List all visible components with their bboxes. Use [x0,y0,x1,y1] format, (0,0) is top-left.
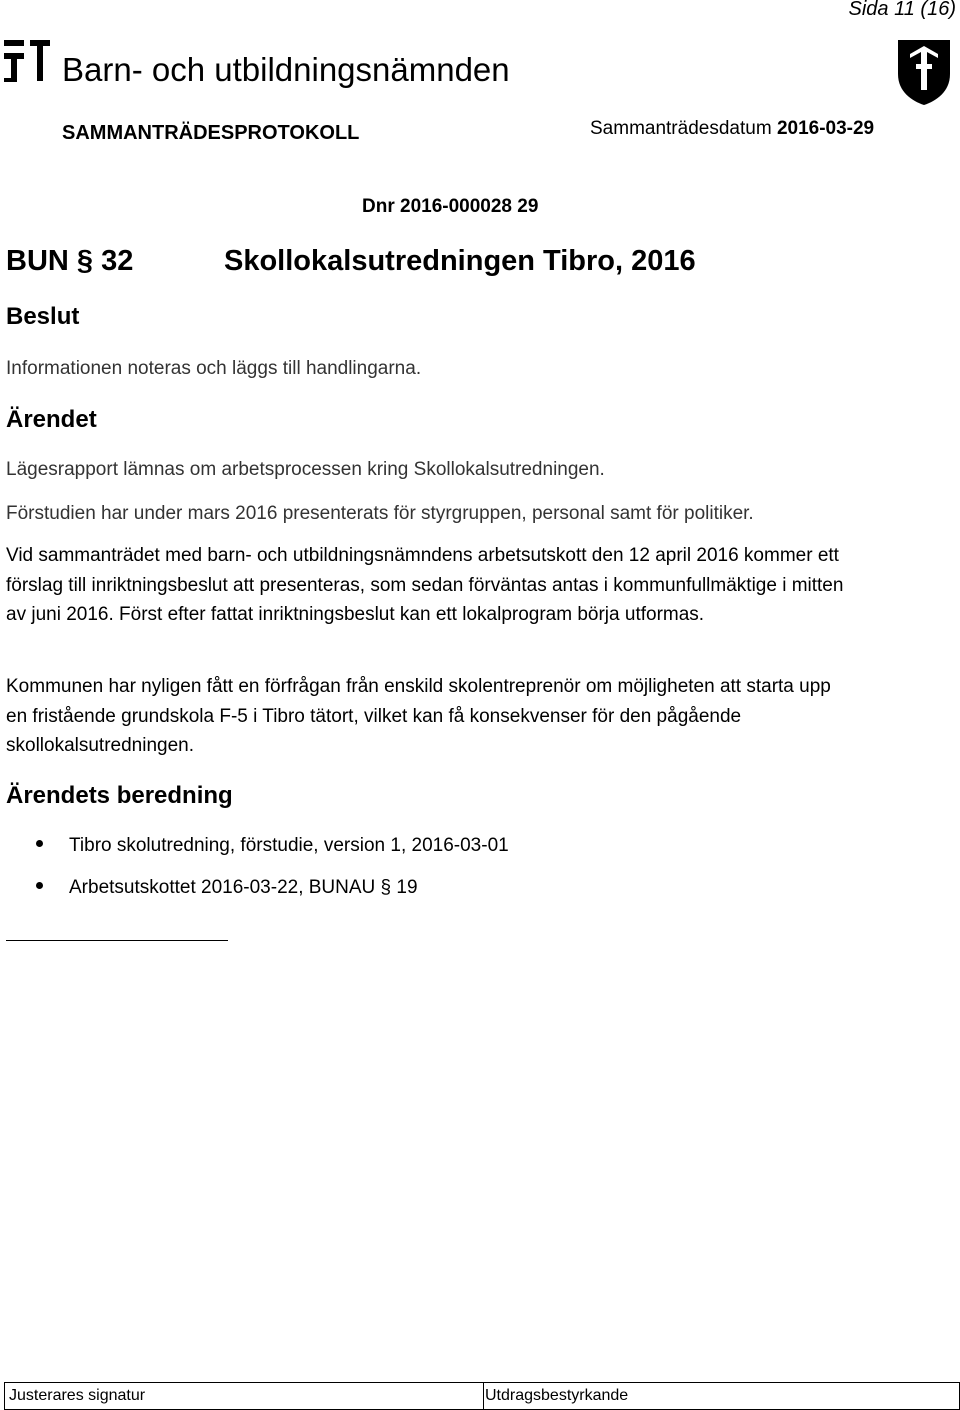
preparation-heading: Ärendets beredning [6,782,233,809]
meeting-date [590,118,874,140]
list-item [36,834,509,858]
divider [6,940,228,941]
list-item-text: Arbetsutskottet 2016-03-22, BUNAU § 19 [69,877,418,898]
matter-paragraph: Vid sammanträdet med barn- och utbildningsnämndens arbetsutskott den 12 april 2016 kommer ett förslag till inriktningsbeslut att presenteras, som sedan förväntas antas i kommunfullmäktige i mitten av juni 2016. Först efter fattat inriktningsbeslut kan ett lokalprogram börja utformas. [6,545,844,625]
decision-heading: Beslut [6,303,80,330]
matter-paragraph: Kommunen har nyligen fått en förfrågan från enskild skolentreprenör om möjligheten att starta upp en fristående grundskola F-5 i Tibro tätort, vilket kan få konsekvenser för den pågående skollokalsutredningen. [6,676,831,756]
meeting-date-value: 2016-03-29 [776,118,875,139]
decision-text: Informationen noteras och läggs till handlingarna. [6,358,422,379]
coat-of-arms-icon [896,38,952,106]
extract-certification-field: Utdragsbestyrkande [485,1387,629,1404]
matter-paragraph: Lägesrapport lämnas om arbetsprocessen kring Skollokalsutredningen. [6,459,605,480]
page-number: Sida 11 (16) [848,0,956,20]
list-item-text: Tibro skolutredning, förstudie, version 1, 2016-03-01 [69,835,509,856]
bullet-icon [36,840,43,847]
section-id: BUN § 32 [6,245,134,277]
section-title: Skollokalsutredningen Tibro, 2016 [224,245,696,277]
matter-paragraph: Förstudien har under mars 2016 presenterats för styrgruppen, personal samt för politiker. [6,503,754,524]
matter-heading: Ärendet [6,406,97,433]
list-item [36,876,418,900]
case-number: Dnr 2016-000028 29 [362,196,539,217]
municipality-logo-icon [4,40,52,84]
adjuster-signature-field: Justerares signatur [5,1383,484,1409]
organization-title: Barn- och utbildningsnämnden [62,51,510,88]
meeting-date-label: Sammanträdesdatum [590,118,772,139]
protocol-label: SAMMANTRÄDESPROTOKOLL [62,122,360,144]
signature-footer [4,1382,960,1410]
bullet-icon [36,882,43,889]
